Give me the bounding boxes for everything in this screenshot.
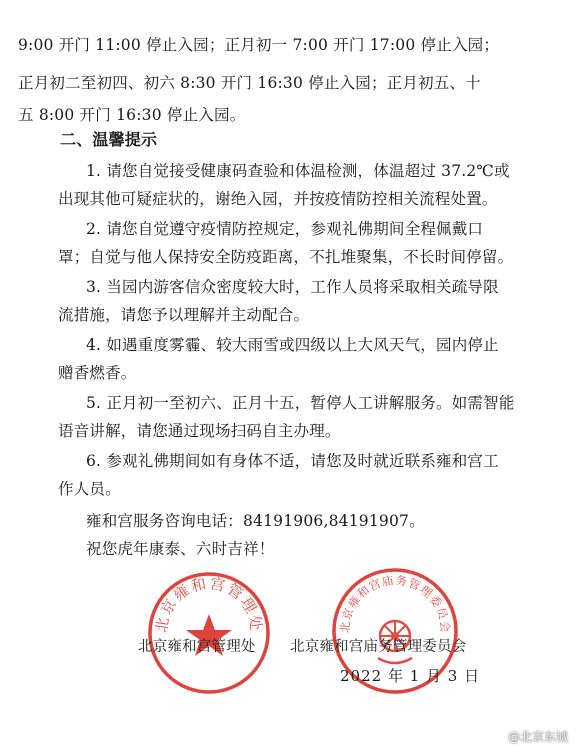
svg-text:北京雍和宫庙务管理委员会: 北京雍和宫庙务管理委员会 [337, 573, 453, 634]
tip-6-line-2: 作人员。 [58, 480, 121, 498]
tip-6-line-1: 6. 参观礼佛期间如有身体不适，请您及时就近联系雍和宫工 [86, 452, 499, 470]
tip-4-line-2: 赠香燃香。 [58, 364, 137, 382]
service-phone-line: 雍和宫服务咨询电话：84191906,84191907。 [86, 512, 425, 530]
issue-date: 2022 年 1 月 3 日 [340, 667, 481, 685]
issuer-temple-committee: 北京雍和宫庙务管理委员会 [290, 639, 467, 655]
tip-3-line-2: 流措施，请您予以理解并主动配合。 [58, 306, 310, 324]
tip-5-line-2: 语音讲解，请您通过现场扫码自主办理。 [58, 422, 341, 440]
tip-2-line-1: 2. 请您自觉遵守疫情防控规定，参观礼佛期间全程佩戴口 [86, 220, 484, 238]
tip-1-line-1: 1. 请您自觉接受健康码查验和体温检测，体温超过 37.2℃或 [86, 162, 510, 180]
hours-line-1: 9:00 开门 11:00 停止入园；正月初一 7:00 开门 17:00 停止入园； [18, 36, 500, 54]
tip-4-line-1: 4. 如遇重度雾霾、较大雨雪或四级以上大风天气，园内停止 [86, 336, 499, 354]
weibo-icon [488, 729, 504, 745]
hours-line-3: 五 8:00 开门 16:30 停止入园。 [18, 106, 246, 124]
greeting-line: 祝您虎年康泰、六时吉祥！ [86, 540, 275, 558]
tip-1-line-2: 出现其他可疑症状的，谢绝入园，并按疫情防控相关流程处置。 [58, 190, 498, 208]
weibo-watermark [488, 728, 568, 745]
tip-2-line-2: 罩；自觉与他人保持安全防疫距离，不扎堆聚集，不长时间停留。 [58, 248, 514, 266]
tip-5-line-1: 5. 正月初一至初六、正月十五，暂停人工讲解服务。如需智能 [86, 394, 515, 412]
watermark-text: @北京东城 [507, 730, 568, 744]
tips-heading: 二、温馨提示 [60, 130, 158, 149]
tip-3-line-1: 3. 当园内游客信众密度较大时，工作人员将采取相关疏导限 [86, 278, 499, 296]
seal-stamp-management-office [146, 570, 272, 696]
issuer-management-office: 北京雍和宫管理处 [138, 639, 256, 655]
hours-line-2: 正月初二至初四、初六 8:30 开门 16:30 停止入园；正月初五、十 [18, 74, 481, 92]
svg-text:北京雍和宫管理处: 北京雍和宫管理处 [152, 574, 266, 634]
